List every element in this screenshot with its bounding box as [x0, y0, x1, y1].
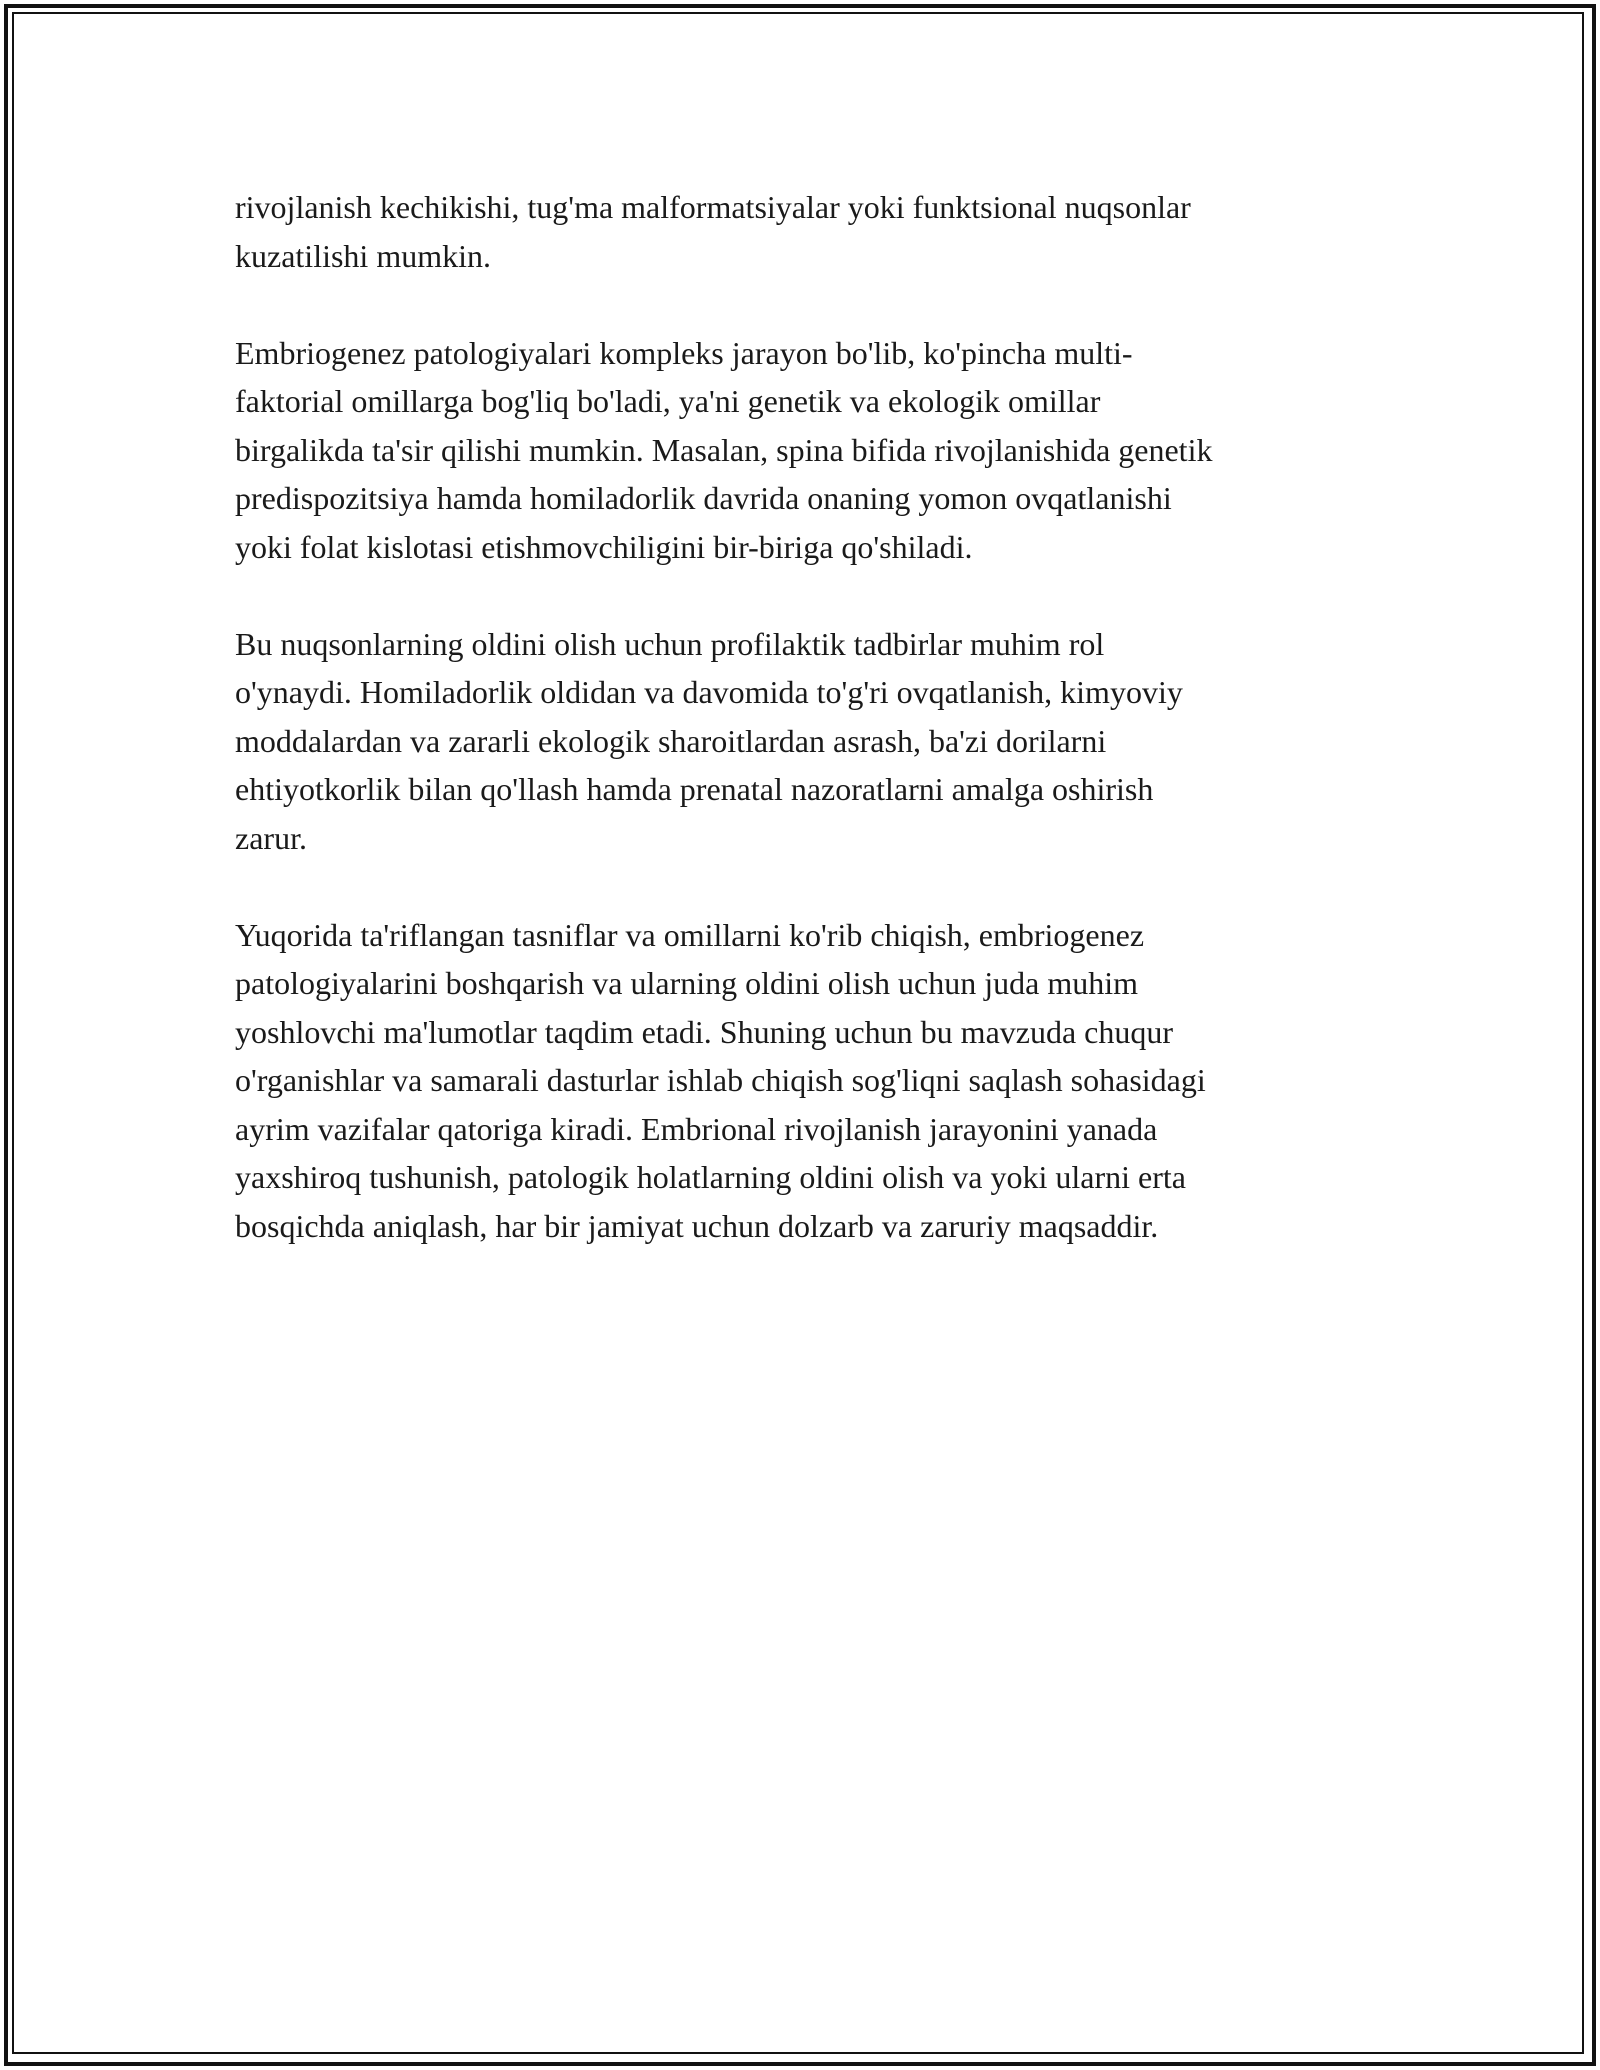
text-line: yaxshiroq tushunish, patologik holatlarning oldini olish va yoki ularni erta	[235, 1159, 1186, 1195]
text-line: yoki folat kislotasi etishmovchiligini bir-biriga qo'shiladi.	[235, 528, 973, 565]
text-line: Embriogenez patologiyalari kompleks jarayon bo'lib, ko'pincha multi-	[235, 334, 1133, 371]
paragraph-3	[235, 620, 1370, 863]
text-line: Yuqorida ta'riflangan tasniflar va omillarni ko'rib chiqish, embriogenez	[235, 916, 1145, 953]
document-body	[235, 183, 1370, 1299]
text-line: yoshlovchi ma'lumotlar taqdim etadi. Shuning uchun bu mavzuda chuqur	[235, 1013, 1174, 1050]
text-line: ehtiyotkorlik bilan qo'llash hamda prenatal nazoratlarni amalga oshirish	[235, 771, 1154, 807]
text-line: predispozitsiya hamda homiladorlik davrida onaning yomon ovqatlanishi	[235, 480, 1172, 516]
text-line: o'rganishlar va samarali dasturlar ishlab chiqish sog'liqni saqlash sohasidagi	[235, 1062, 1206, 1098]
text-line: Bu nuqsonlarning oldini olish uchun profilaktik tadbirlar muhim rol	[235, 625, 1105, 662]
paragraph-4	[235, 911, 1370, 1251]
text-line: o'ynaydi. Homiladorlik oldidan va davomida to'g'ri ovqatlanish, kimyoviy	[235, 674, 1183, 710]
text-line: faktorial omillarga bog'liq bo'ladi, ya'ni genetik va ekologik omillar	[235, 383, 1101, 419]
text-line: kuzatilishi mumkin.	[235, 237, 491, 274]
text-line: zarur.	[235, 819, 307, 856]
text-line: birgalikda ta'sir qilishi mumkin. Masalan, spina bifida rivojlanishida genetik	[235, 431, 1213, 468]
text-line: moddalardan va zararli ekologik sharoitlardan asrash, ba'zi dorilarni	[235, 722, 1107, 759]
text-line: ayrim vazifalar qatoriga kiradi. Embrional rivojlanish jarayonini yanada	[235, 1110, 1158, 1147]
text-line: rivojlanish kechikishi, tug'ma malformatsiyalar yoki funktsional nuqsonlar	[235, 189, 1191, 225]
paragraph-2	[235, 329, 1370, 572]
text-line: patologiyalarini boshqarish va ularning oldini olish uchun juda muhim	[235, 965, 1138, 1001]
text-line: bosqichda aniqlash, har bir jamiyat uchun dolzarb va zaruriy maqsaddir.	[235, 1207, 1159, 1244]
paragraph-1	[235, 183, 1370, 280]
